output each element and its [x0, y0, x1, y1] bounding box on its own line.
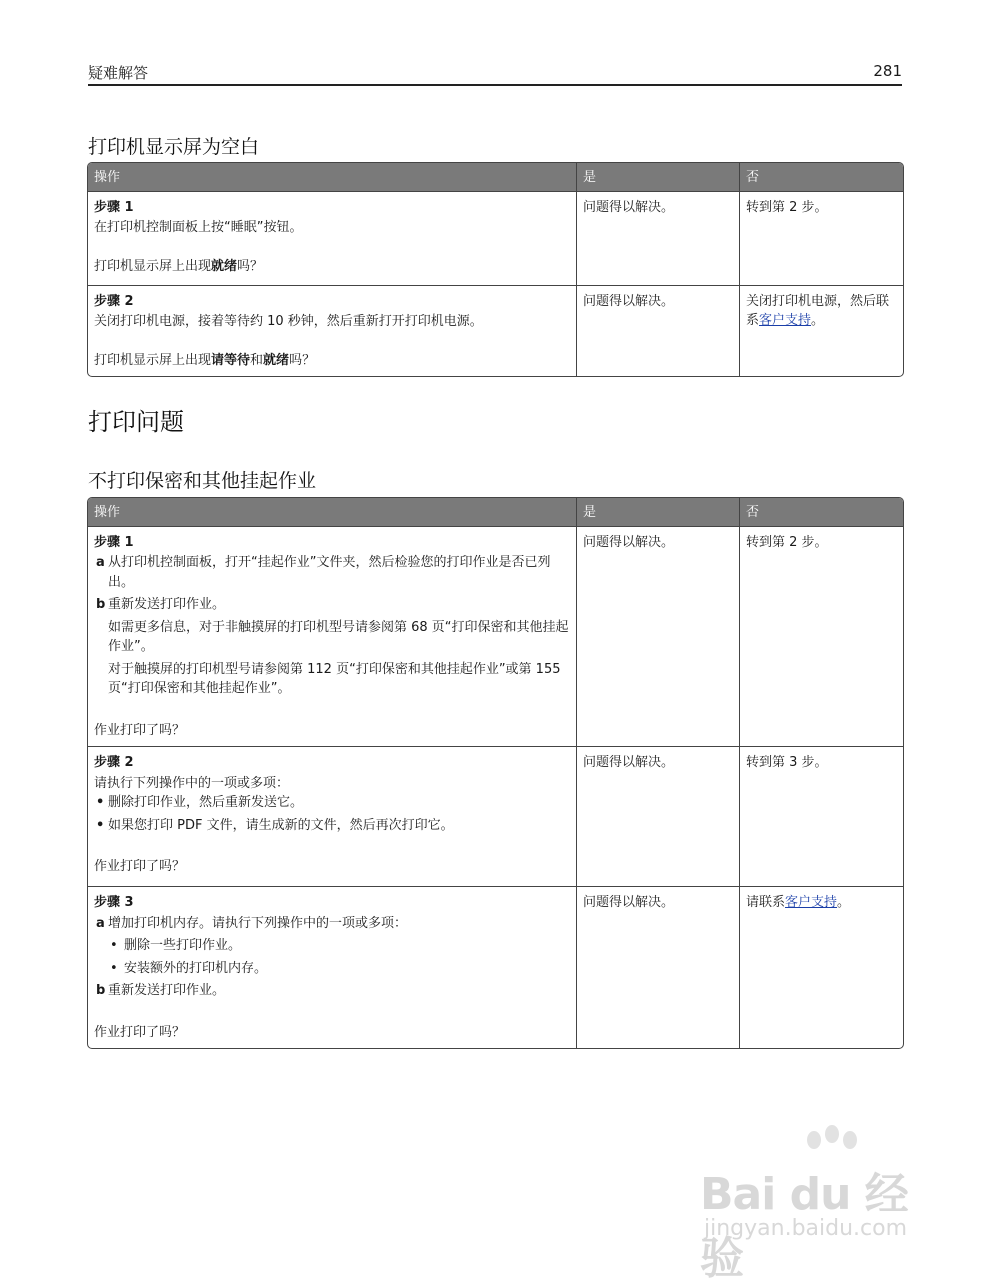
held-jobs-table: [87, 497, 904, 1049]
section-heading-held-jobs: 不打印保密和其他挂起作业: [88, 470, 317, 492]
step-label: 步骤 2: [94, 293, 134, 309]
watermark-url: jingyan.baidu.com: [704, 1216, 908, 1241]
table-header-row: [88, 163, 903, 191]
step-text: 请执行下列操作中的一项或多项：: [94, 775, 290, 791]
no-cell: 转到第 2 步。: [739, 191, 903, 285]
col-no: 否: [739, 498, 903, 526]
list-item: a 增加打印机内存。请执行下列操作中的一项或多项：: [94, 914, 570, 934]
note-text: 对于触摸屏的打印机型号请参阅第 112 页“打印保密和其他挂起作业”或第 155 页“打印保密和其他挂起作业”。: [108, 661, 561, 696]
table-row: [88, 285, 903, 377]
list-marker: b: [96, 983, 106, 998]
list-item: a 从打印机控制面板，打开“挂起作业”文件夹，然后检验您的打印作业是否已列出。: [96, 555, 551, 590]
action-cell: [88, 526, 576, 747]
step-question: 作业打印了吗？: [94, 1024, 186, 1040]
page-number: 281: [873, 62, 902, 80]
list-item: • 如果您打印 PDF 文件，请生成新的文件，然后再次打印它。: [94, 816, 570, 836]
customer-support-link[interactable]: 客户支持: [759, 313, 812, 328]
step-question: 打印机显示屏上出现就绪吗？: [94, 258, 264, 274]
list-marker: a: [96, 555, 105, 570]
bullet-icon: •: [110, 960, 118, 976]
no-cell: 关闭打印机电源，然后联系客户支持。: [739, 285, 903, 377]
table-row: [88, 526, 903, 747]
action-cell: [88, 285, 576, 377]
list-item: • 删除一些打印作业。: [94, 936, 570, 956]
customer-support-link[interactable]: 客户支持: [785, 895, 838, 910]
list-item: • 删除打印作业，然后重新发送它。: [94, 793, 570, 813]
bullet-icon: •: [110, 938, 118, 953]
action-cell: [88, 191, 576, 285]
chapter-heading-print-problems: 打印问题: [88, 408, 184, 436]
list-marker: b: [96, 597, 106, 612]
action-cell: [88, 886, 576, 1048]
list-item: • 安装额外的打印机内存。: [94, 959, 570, 979]
blank-display-table: [87, 162, 904, 377]
col-action: 操作: [88, 163, 576, 191]
table-row: [88, 191, 903, 285]
col-action: 操作: [88, 498, 576, 526]
table-row: [88, 886, 903, 1048]
section-title: 疑难解答: [88, 64, 149, 82]
col-yes: 是: [576, 163, 739, 191]
step-label: 步骤 2: [94, 755, 134, 770]
ui-term: 就绪: [263, 352, 290, 368]
section-heading-blank-display: 打印机显示屏为空白: [88, 136, 260, 158]
step-question: 打印机显示屏上出现请等待和就绪吗？: [94, 352, 316, 368]
step-label: 步骤 1: [94, 534, 134, 550]
step-question: 作业打印了吗？: [94, 722, 186, 738]
list-item: b 重新发送打印作业。: [94, 595, 570, 615]
step-question: 作业打印了吗？: [94, 859, 186, 874]
yes-cell: 问题得以解决。: [576, 285, 739, 377]
yes-cell: 问题得以解决。: [576, 746, 739, 886]
step-label: 步骤 1: [94, 199, 134, 215]
step-text: 在打印机控制面板上按“睡眠”按钮。: [94, 220, 303, 235]
bullet-icon: •: [96, 795, 105, 810]
step-text: 关闭打印机电源，接着等待约 10 秒钟，然后重新打开打印机电源。: [94, 314, 483, 329]
no-cell: 请联系客户支持。: [739, 886, 903, 1048]
action-cell: [88, 746, 576, 886]
ui-term: 就绪: [211, 258, 238, 274]
no-cell: 转到第 3 步。: [739, 746, 903, 886]
no-cell: 转到第 2 步。: [739, 526, 903, 747]
note-text: 如需更多信息，对于非触摸屏的打印机型号请参阅第 68 页“打印保密和其他挂起作业”。: [108, 619, 569, 654]
table-row: [88, 746, 903, 886]
bullet-icon: •: [96, 817, 105, 833]
col-yes: 是: [576, 498, 739, 526]
yes-cell: 问题得以解决。: [576, 526, 739, 747]
list-item: b 重新发送打印作业。: [94, 981, 570, 1001]
yes-cell: 问题得以解决。: [576, 886, 739, 1048]
baidu-watermark: [700, 1140, 940, 1284]
ui-term: 请等待: [211, 352, 251, 368]
table-header-row: [88, 498, 903, 526]
watermark-brand: Bai du 经验: [700, 1169, 908, 1284]
list-marker: a: [96, 915, 105, 931]
col-no: 否: [739, 163, 903, 191]
step-label: 步骤 3: [94, 895, 134, 910]
page-header: [88, 62, 902, 86]
yes-cell: 问题得以解决。: [576, 191, 739, 285]
